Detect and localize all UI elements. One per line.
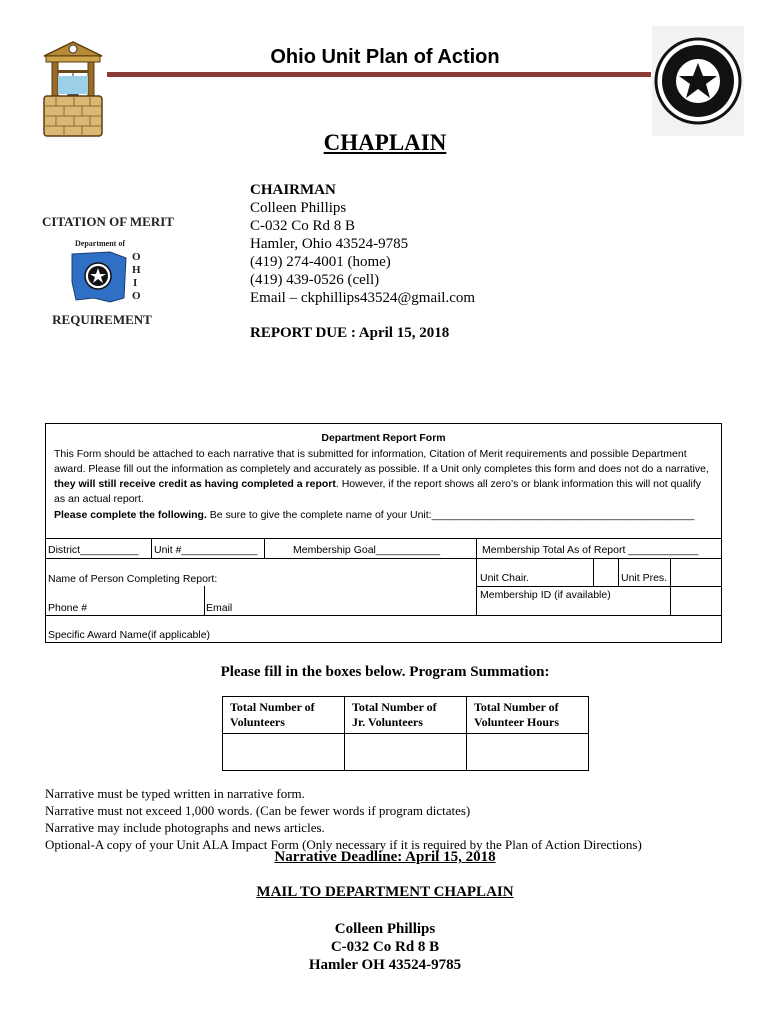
mail-name: Colleen Phillips bbox=[334, 921, 436, 937]
membership-goal-field[interactable]: Membership Goal___________ bbox=[293, 544, 441, 556]
narrative-deadline: Narrative Deadline: April 15, 2018 bbox=[274, 849, 496, 865]
chairman-email: Email – ckphillips43524@gmail.com bbox=[250, 290, 476, 306]
chairman-heading: CHAIRMAN bbox=[250, 182, 336, 198]
form-divider bbox=[618, 558, 619, 586]
ohio-letter-o2: O bbox=[132, 290, 141, 302]
chairman-contact bbox=[250, 181, 650, 307]
form-intro-end: . However, if the report shows all zero’s or blank information this will not qualify as an actual report. bbox=[54, 478, 701, 505]
unit-name-field[interactable]: Be sure to give the complete name of your Unit:_____________________________________________ bbox=[206, 509, 695, 521]
summation-heading: Please fill in the boxes below. Program Summation: bbox=[220, 664, 550, 680]
header-title: Ohio Unit Plan of Action bbox=[270, 46, 500, 68]
citation-badge-department-text: Department of bbox=[75, 239, 125, 248]
membership-id-field[interactable]: Membership ID (if available) bbox=[480, 589, 611, 601]
chairman-phone-cell: (419) 439-0526 (cell) bbox=[250, 272, 380, 288]
wishing-well-logo bbox=[40, 36, 106, 138]
person-completing-field[interactable]: Name of Person Completing Report: bbox=[48, 573, 218, 585]
header-rule bbox=[107, 72, 651, 77]
form-divider bbox=[46, 558, 721, 559]
form-divider bbox=[46, 538, 721, 539]
form-divider bbox=[46, 615, 721, 616]
report-due: REPORT DUE : April 15, 2018 bbox=[250, 325, 450, 341]
ohio-letter-i: I bbox=[133, 277, 138, 289]
unit-pres-checkbox-label[interactable]: Unit Pres. bbox=[621, 572, 668, 584]
form-intro-bold: they will still receive credit as having completed a report bbox=[54, 478, 336, 490]
form-divider bbox=[593, 558, 594, 586]
email-field[interactable]: Email bbox=[206, 602, 233, 614]
citation-of-merit-badge bbox=[34, 206, 182, 336]
volunteers-column-header: Total Number of Volunteers bbox=[223, 697, 345, 734]
specific-award-field[interactable]: Specific Award Name(if applicable) bbox=[48, 629, 211, 641]
volunteers-input-cell[interactable] bbox=[223, 734, 345, 771]
ohio-letter-h: H bbox=[132, 264, 141, 276]
jr-volunteers-input-cell[interactable] bbox=[345, 734, 467, 771]
form-divider bbox=[670, 558, 671, 615]
form-title: Department Report Form bbox=[321, 432, 446, 444]
form-instruction bbox=[54, 509, 714, 521]
district-field[interactable]: District__________ bbox=[48, 544, 139, 556]
form-instruction-bold: Please complete the following. bbox=[54, 509, 207, 521]
american-legion-auxiliary-emblem bbox=[652, 26, 744, 136]
chairman-street: C-032 Co Rd 8 B bbox=[250, 218, 356, 234]
chairman-phone-home: (419) 274-4001 (home) bbox=[250, 254, 391, 270]
phone-field[interactable]: Phone # bbox=[48, 602, 88, 614]
unit-number-field[interactable]: Unit #_____________ bbox=[154, 544, 258, 556]
form-divider bbox=[264, 538, 265, 558]
mail-heading: MAIL TO DEPARTMENT CHAPLAIN bbox=[256, 884, 514, 900]
mail-city: Hamler OH 43524-9785 bbox=[308, 957, 462, 973]
volunteer-hours-input-cell[interactable] bbox=[467, 734, 589, 771]
membership-total-field[interactable]: Membership Total As of Report ____________ bbox=[482, 544, 699, 556]
chairman-name: Colleen Phillips bbox=[250, 200, 347, 216]
form-intro-text: This Form should be attached to each narrative that is submitted for information, Citation of Merit requirements and possible Department award. Please fill out the information as completely and accurately as possible. If a Unit only completes this form and does not do a narrative, bbox=[54, 448, 709, 475]
form-divider bbox=[151, 538, 152, 558]
note-line: Narrative must not exceed 1,000 words. (Can be fewer words if program dictates) bbox=[45, 803, 471, 818]
mail-address bbox=[0, 920, 770, 974]
note-line: Narrative may include photographs and news articles. bbox=[45, 820, 325, 835]
citation-badge-bottom-text: REQUIREMENT bbox=[52, 312, 152, 327]
form-divider bbox=[476, 586, 721, 587]
form-intro bbox=[54, 447, 714, 507]
volunteer-hours-column-header: Total Number of Volunteer Hours bbox=[467, 697, 589, 734]
note-line: Narrative must be typed written in narrative form. bbox=[45, 786, 305, 801]
jr-volunteers-column-header: Total Number of Jr. Volunteers bbox=[345, 697, 467, 734]
ohio-letter-o: O bbox=[132, 251, 141, 263]
chairman-city: Hamler, Ohio 43524-9785 bbox=[250, 236, 409, 252]
form-divider bbox=[204, 586, 205, 615]
page-title: CHAPLAIN bbox=[323, 130, 447, 155]
summation-table bbox=[222, 696, 589, 771]
citation-badge-top-text: CITATION OF MERIT bbox=[42, 214, 174, 229]
mail-street: C-032 Co Rd 8 B bbox=[330, 939, 440, 955]
note-line: Optional-A copy of your Unit ALA Impact Form (Only necessary if it is required by the Plan of Action Directions) bbox=[45, 837, 642, 852]
unit-chair-checkbox-label[interactable]: Unit Chair. bbox=[480, 572, 530, 584]
narrative-notes bbox=[45, 785, 642, 853]
department-report-form bbox=[45, 423, 722, 643]
form-divider bbox=[476, 538, 477, 615]
